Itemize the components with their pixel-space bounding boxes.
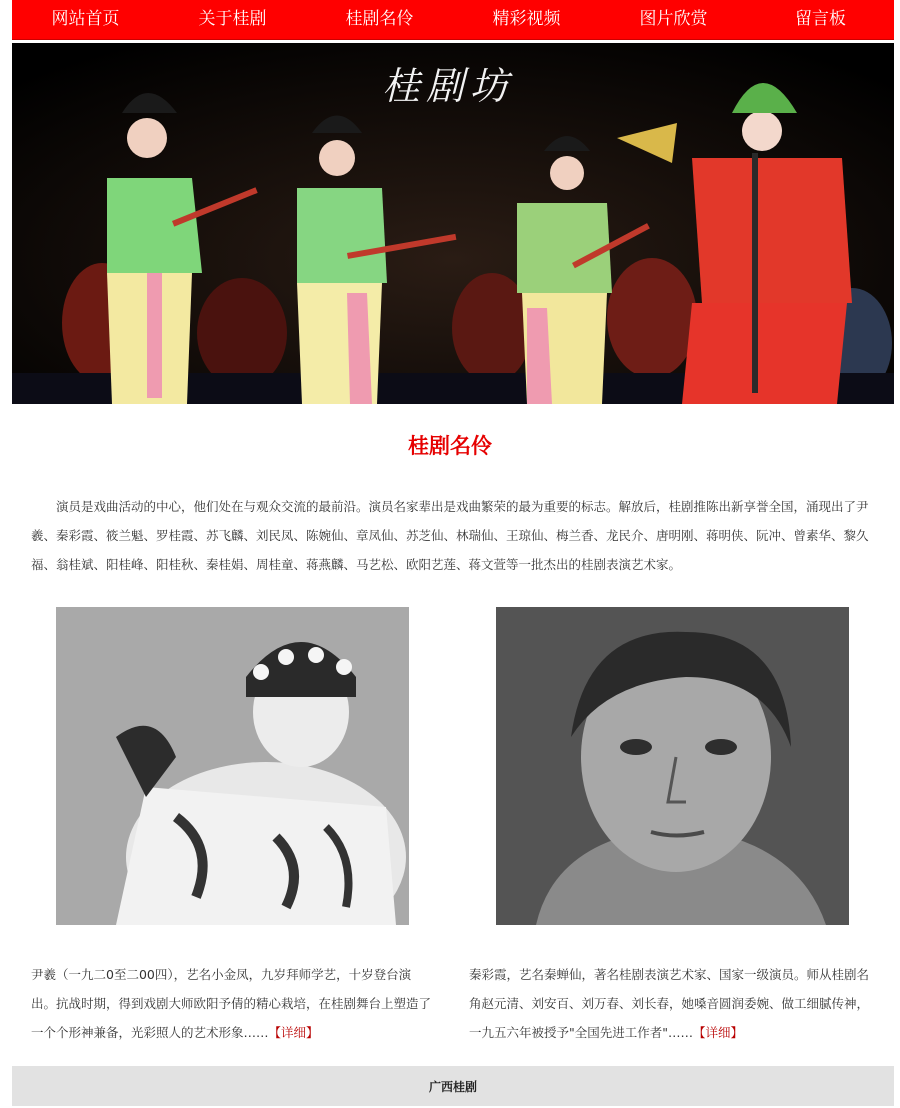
banner-image bbox=[12, 43, 894, 404]
nav-item-gallery[interactable]: 图片欣赏 bbox=[639, 9, 708, 29]
nav-item-videos[interactable]: 精彩视频 bbox=[492, 9, 561, 29]
top-nav bbox=[12, 0, 894, 40]
nav-item-guestbook[interactable]: 留言板 bbox=[795, 9, 846, 29]
artist-desc-text: 秦彩霞，艺名秦蝉仙，著名桂剧表演艺术家、国家一级演员。师从桂剧名角赵元清、刘安百、刘万春、刘长春，她嗓音圆润委婉、做工细腻传神，一九五六年被授予"全国先进工作者"…… bbox=[469, 967, 870, 1040]
footer: 广西桂剧 bbox=[12, 1066, 894, 1106]
nav-item-home[interactable]: 网站首页 bbox=[51, 9, 120, 29]
intro-paragraph: 演员是戏曲活动的中心，他们处在与观众交流的最前沿。演员名家辈出是戏曲繁荣的最为重要的标志。解放后，桂剧推陈出新享誉全国，涌现出了尹羲、秦彩霞、筱兰魁、罗桂霞、苏飞麟、刘民凤、陈婉仙、章凤仙、苏芝仙、林瑞仙、王琼仙、梅兰香、龙民介、唐明刚、蒋明侠、阮冲、曾素华、黎久福、翁桂斌、阳桂峰、阳桂秋、秦桂娟、周桂童、蒋燕麟、马艺松、欧阳艺莲、蒋文萱等一批杰出的桂剧表演艺术家。 bbox=[31, 499, 869, 572]
artist-photo-1-image bbox=[56, 607, 409, 925]
details-link[interactable]: 【详细】 bbox=[268, 1025, 319, 1040]
details-link[interactable]: 【详细】 bbox=[693, 1025, 744, 1040]
banner-title: 桂剧坊 bbox=[382, 64, 515, 108]
nav-item-about[interactable]: 关于桂剧 bbox=[198, 9, 267, 29]
page-title: 桂剧名伶 bbox=[408, 434, 492, 458]
artist-photo-2-image bbox=[496, 607, 849, 925]
artist-desc-qin-caixia bbox=[469, 960, 874, 1047]
artist-photo-yin-xi[interactable] bbox=[56, 607, 409, 925]
artist-desc-yin-xi bbox=[31, 960, 436, 1047]
nav-item-artists[interactable]: 桂剧名伶 bbox=[345, 9, 414, 29]
artist-photo-qin-caixia[interactable] bbox=[496, 607, 849, 925]
artist-desc-text: 尹羲（一九二0至二00四），艺名小金凤，九岁拜师学艺，十岁登台演出。抗战时期，得到戏剧大师欧阳予倩的精心栽培，在桂剧舞台上塑造了一个个形神兼备，光彩照人的艺术形象…… bbox=[31, 967, 432, 1040]
